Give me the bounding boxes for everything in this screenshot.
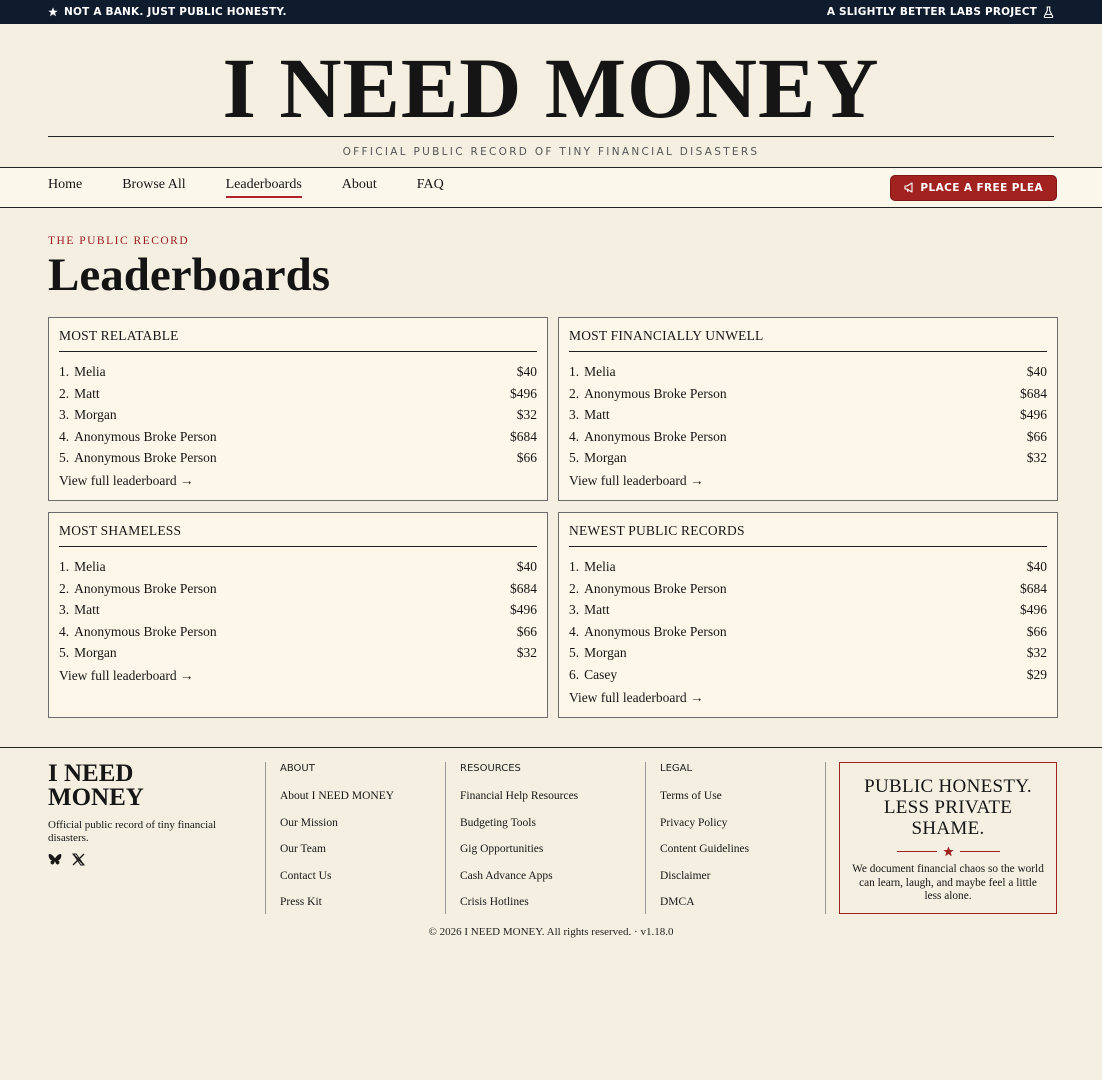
leaderboard-row[interactable] [59, 578, 537, 600]
entry-name [59, 361, 106, 383]
footer-col-heading: LEGAL [660, 763, 693, 774]
page-title: Leaderboards [48, 249, 330, 301]
entry-name-text: Matt [74, 602, 100, 618]
entry-rank: 4. [569, 428, 580, 444]
entry-amount: $496 [510, 385, 537, 401]
leaderboard-row[interactable] [569, 361, 1047, 383]
entry-name [59, 447, 217, 469]
entry-name [569, 621, 727, 643]
footer-logo[interactable] [48, 762, 258, 810]
entry-name [569, 447, 627, 469]
leaderboard-list [569, 556, 1047, 686]
leaderboard-row[interactable] [569, 621, 1047, 643]
entry-name-text: Anonymous Broke Person [74, 450, 217, 466]
entry-rank: 5. [59, 645, 70, 661]
entry-name [569, 383, 727, 405]
entry-amount: $40 [516, 364, 537, 379]
entry-rank: 3. [569, 602, 580, 618]
entry-name-text: Anonymous Broke Person [584, 623, 727, 639]
entry-amount: $32 [516, 645, 537, 661]
nav-faq[interactable]: FAQ [416, 177, 444, 192]
entry-name [59, 383, 100, 405]
entry-name [59, 599, 100, 621]
nav-home[interactable]: Home [48, 177, 83, 192]
entry-amount: $40 [1026, 364, 1047, 379]
footer-link[interactable]: Press Kit [280, 896, 322, 909]
leaderboard-row[interactable] [59, 621, 537, 643]
entry-name [59, 426, 217, 448]
topbar-left-text: NOT A BANK. JUST PUBLIC HONESTY. [64, 6, 287, 18]
leaderboard-card [48, 317, 548, 501]
footer-logo-line1: I NEED [48, 760, 134, 787]
promo-divider [840, 846, 1056, 857]
entry-name-text: Anonymous Broke Person [74, 428, 217, 444]
entry-rank: 2. [59, 385, 70, 401]
entry-amount: $496 [1020, 407, 1047, 423]
topbar-right-text[interactable]: A SLIGHTLY BETTER LABS PROJECT [826, 6, 1037, 18]
entry-rank: 3. [59, 407, 70, 423]
entry-rank: 1. [569, 558, 580, 574]
footer-link[interactable]: Gig Opportunities [460, 843, 544, 856]
footer-link[interactable]: About I NEED MONEY [280, 790, 395, 802]
leaderboard-row[interactable] [59, 556, 537, 578]
page-eyebrow: THE PUBLIC RECORD [48, 235, 190, 247]
leaderboard-row[interactable] [59, 642, 537, 664]
entry-name [59, 556, 106, 578]
leaderboard-title: NEWEST PUBLIC RECORDS [569, 523, 1047, 547]
entry-name-text: Matt [584, 602, 610, 618]
leaderboard-row[interactable] [569, 426, 1047, 448]
entry-name-text: Melia [584, 364, 616, 379]
entry-name-text: Matt [74, 385, 100, 401]
entry-rank: 2. [569, 580, 580, 596]
main-content [0, 235, 1102, 718]
entry-name-text: Morgan [74, 645, 117, 661]
entry-rank: 4. [569, 623, 580, 639]
entry-name-text: Morgan [584, 645, 627, 661]
promo-line3: SHAME. [911, 818, 985, 839]
entry-amount: $66 [516, 450, 537, 466]
entry-name [569, 664, 617, 686]
footer-link[interactable]: Disclaimer [660, 869, 711, 882]
leaderboard-list [59, 361, 537, 469]
footer-col-about [265, 762, 445, 914]
entry-rank: 4. [59, 623, 70, 639]
leaderboard-grid [48, 317, 1057, 718]
entry-rank: 5. [569, 450, 580, 466]
entry-rank: 5. [569, 645, 580, 661]
footer-divider [825, 762, 826, 914]
site-tagline: OFFICIAL PUBLIC RECORD OF TINY FINANCIAL DISASTERS [342, 146, 760, 158]
entry-amount: $32 [1026, 645, 1047, 661]
entry-name-text: Anonymous Broke Person [584, 428, 727, 444]
place-plea-button[interactable] [890, 175, 1057, 201]
footer-col-legal [645, 762, 825, 914]
entry-amount: $29 [1026, 666, 1047, 682]
star-icon [943, 846, 954, 857]
entry-name [569, 361, 616, 383]
entry-name-text: Matt [584, 407, 610, 423]
footer-col-heading: RESOURCES [460, 763, 521, 774]
leaderboard-title: MOST RELATABLE [59, 328, 537, 352]
masthead [0, 24, 1102, 136]
entry-amount: $66 [516, 623, 537, 639]
entry-rank: 3. [569, 407, 580, 423]
leaderboard-row[interactable] [59, 426, 537, 448]
leaderboard-row[interactable] [569, 556, 1047, 578]
footer-description: Official public record of tiny financial disasters. [48, 819, 217, 844]
star-icon [48, 7, 58, 17]
site-footer [0, 747, 1102, 1080]
leaderboard-row[interactable] [59, 404, 537, 426]
footer-link[interactable]: Our Mission [280, 816, 338, 829]
entry-rank: 2. [59, 580, 70, 596]
copyright-text: © 2026 I NEED MONEY. All rights reserved. · v1.18.0 [428, 926, 674, 938]
entry-name-text: Anonymous Broke Person [74, 580, 217, 596]
entry-rank: 1. [59, 558, 70, 574]
entry-amount: $66 [1026, 623, 1047, 639]
entry-amount: $684 [1020, 385, 1047, 401]
entry-amount: $496 [510, 602, 537, 618]
entry-name [569, 599, 610, 621]
entry-amount: $40 [1026, 558, 1047, 574]
nav-about[interactable]: About [341, 177, 377, 192]
top-announcement-bar [0, 0, 1102, 24]
footer-link[interactable]: Contact Us [280, 869, 332, 882]
entry-rank: 1. [569, 364, 580, 379]
leaderboard-row[interactable] [569, 404, 1047, 426]
footer-link[interactable]: Our Team [280, 843, 326, 856]
entry-rank: 5. [59, 450, 70, 466]
entry-rank: 1. [59, 364, 70, 379]
x-icon[interactable] [72, 853, 85, 866]
entry-name-text: Casey [584, 666, 618, 682]
leaderboard-title: MOST SHAMELESS [59, 523, 537, 547]
view-full-leaderboard-link[interactable]: View full leaderboard → [569, 472, 704, 488]
entry-name-text: Melia [584, 558, 616, 574]
promo-body: We document financial chaos so the world can learn, laugh, and maybe feel a little less alone. [852, 863, 1044, 902]
entry-name-text: Anonymous Broke Person [584, 385, 727, 401]
footer-col-heading: ABOUT [280, 763, 315, 774]
entry-name-text: Morgan [584, 450, 627, 466]
entry-rank: 2. [569, 385, 580, 401]
site-title[interactable]: I NEED MONEY [222, 40, 880, 136]
footer-logo-line2: MONEY [48, 784, 144, 811]
leaderboard-card [558, 512, 1058, 718]
leaderboard-list [569, 361, 1047, 469]
entry-name [569, 426, 727, 448]
entry-name-text: Melia [74, 558, 106, 574]
entry-name [59, 578, 217, 600]
leaderboard-row[interactable] [59, 383, 537, 405]
entry-name [569, 556, 616, 578]
promo-line2: LESS PRIVATE [883, 797, 1013, 818]
entry-name-text: Anonymous Broke Person [584, 580, 727, 596]
entry-name [59, 642, 117, 664]
leaderboard-list [59, 556, 537, 664]
leaderboard-card [558, 317, 1058, 501]
footer-link[interactable]: Financial Help Resources [460, 790, 579, 802]
main-nav [0, 167, 1102, 208]
footer-link[interactable]: Crisis Hotlines [460, 896, 529, 909]
entry-amount: $684 [1020, 580, 1047, 596]
entry-amount: $684 [510, 428, 537, 444]
nav-leaderboards[interactable]: Leaderboards [226, 177, 302, 198]
entry-name [569, 404, 610, 426]
leaderboard-row[interactable] [569, 642, 1047, 664]
leaderboard-row[interactable] [59, 361, 537, 383]
leaderboard-row[interactable] [59, 599, 537, 621]
entry-amount: $496 [1020, 602, 1047, 618]
entry-name [569, 578, 727, 600]
footer-brand [48, 762, 258, 866]
leaderboard-row[interactable] [569, 578, 1047, 600]
entry-name-text: Melia [74, 364, 106, 379]
entry-rank: 3. [59, 602, 70, 618]
entry-name [59, 404, 117, 426]
leaderboard-row[interactable] [569, 599, 1047, 621]
footer-col-resources [445, 762, 645, 914]
leaderboard-card [48, 512, 548, 718]
view-full-leaderboard-link[interactable]: View full leaderboard → [569, 689, 704, 705]
promo-line1: PUBLIC HONESTY. [864, 776, 1032, 797]
butterfly-icon[interactable] [48, 853, 62, 866]
entry-name-text: Anonymous Broke Person [74, 623, 217, 639]
entry-name [59, 621, 217, 643]
leaderboard-row[interactable] [569, 383, 1047, 405]
footer-link[interactable]: Budgeting Tools [460, 816, 536, 829]
entry-name [569, 642, 627, 664]
footer-promo-box [839, 762, 1057, 914]
leaderboard-row[interactable] [59, 447, 537, 469]
leaderboard-row[interactable] [569, 447, 1047, 469]
megaphone-icon [904, 182, 915, 193]
footer-link[interactable]: Privacy Policy [660, 816, 728, 829]
footer-link[interactable]: Terms of Use [660, 790, 722, 802]
view-full-leaderboard-link[interactable]: View full leaderboard → [59, 667, 194, 683]
entry-amount: $32 [1026, 450, 1047, 466]
place-plea-label: PLACE A FREE PLEA [920, 181, 1043, 194]
entry-rank: 4. [59, 428, 70, 444]
nav-browse-all[interactable]: Browse All [122, 177, 186, 192]
view-full-leaderboard-link[interactable]: View full leaderboard → [59, 472, 194, 488]
leaderboard-title: MOST FINANCIALLY UNWELL [569, 328, 1047, 352]
entry-amount: $40 [516, 558, 537, 574]
flask-icon [1043, 6, 1054, 18]
leaderboard-row[interactable] [569, 664, 1047, 686]
footer-link[interactable]: Content Guidelines [660, 843, 750, 856]
entry-name-text: Morgan [74, 407, 117, 423]
footer-link[interactable]: Cash Advance Apps [460, 869, 553, 882]
entry-amount: $66 [1026, 428, 1047, 444]
entry-amount: $32 [516, 407, 537, 423]
entry-amount: $684 [510, 580, 537, 596]
entry-rank: 6. [569, 666, 580, 682]
footer-link[interactable]: DMCA [660, 896, 695, 909]
